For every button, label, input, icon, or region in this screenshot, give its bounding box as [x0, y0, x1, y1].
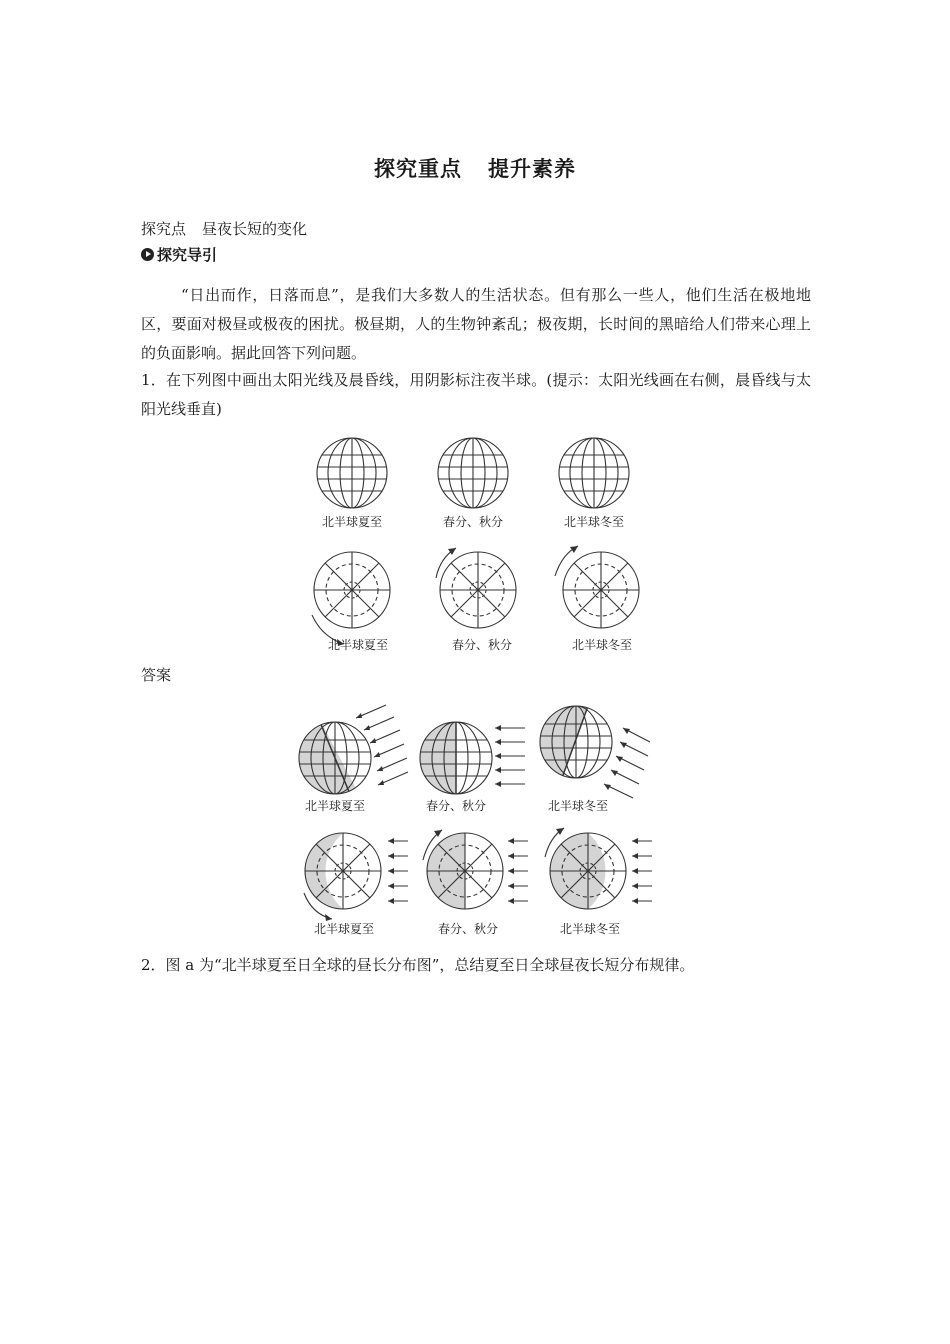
question-1: 1．在下列图中画出太阳光线及晨昏线，用阴影标注夜半球。(提示：太阳光线画在右侧，晨昏线与太阳光线垂直) [141, 371, 811, 418]
section-title: 昼夜长短的变化 [202, 220, 308, 238]
globe-side-view-winter [559, 438, 629, 508]
caption: 北半球夏至 [327, 638, 389, 652]
answer-globe-summer [290, 705, 408, 796]
globe-side-view-equinox [438, 438, 508, 508]
caption: 北半球夏至 [304, 799, 366, 813]
caption: 北半球冬至 [559, 922, 621, 936]
caption: 北半球夏至 [313, 922, 375, 936]
section-heading [141, 218, 307, 239]
section-prefix: 探究点 [141, 220, 187, 238]
answer-globe-equinox [420, 722, 525, 794]
page-title: 探究重点 提升素养 [374, 157, 576, 181]
answer-label: 答案 [141, 666, 172, 684]
play-icon [141, 248, 154, 261]
caption: 北半球夏至 [321, 515, 383, 529]
globe-polar-view-equinox [436, 548, 516, 628]
question-2: 2．图 a 为“北半球夏至日全球的昼长分布图”，总结夏至日全球昼夜长短分布规律。 [141, 956, 695, 974]
answer-globe-winter [540, 706, 650, 798]
caption: 北半球冬至 [547, 799, 609, 813]
caption: 春分、秋分 [451, 638, 513, 652]
intro-paragraph: “日出而作，日落而息”，是我们大多数人的生活状态。但有那么一些人，他们生活在极地地区，要面对极昼或极夜的困扰。极昼期，人的生物钟紊乱；极夜期，长时间的黑暗给人们带来心理上的负面影响。据此回答下列问题。 [141, 286, 811, 362]
caption: 北半球冬至 [563, 515, 625, 529]
answer-polar-equinox [423, 830, 528, 909]
caption: 春分、秋分 [437, 922, 499, 936]
answer-diagrams [290, 700, 660, 945]
caption: 春分、秋分 [442, 515, 504, 529]
globe-polar-view-winter [555, 546, 639, 628]
question-diagrams [300, 430, 650, 658]
caption: 北半球冬至 [571, 638, 633, 652]
answer-polar-summer [304, 833, 408, 921]
globe-polar-view-summer [312, 552, 390, 646]
answer-polar-winter [545, 828, 652, 909]
guide-heading: 探究导引 [141, 244, 217, 265]
caption: 春分、秋分 [425, 799, 487, 813]
globe-side-view-summer [317, 438, 387, 508]
